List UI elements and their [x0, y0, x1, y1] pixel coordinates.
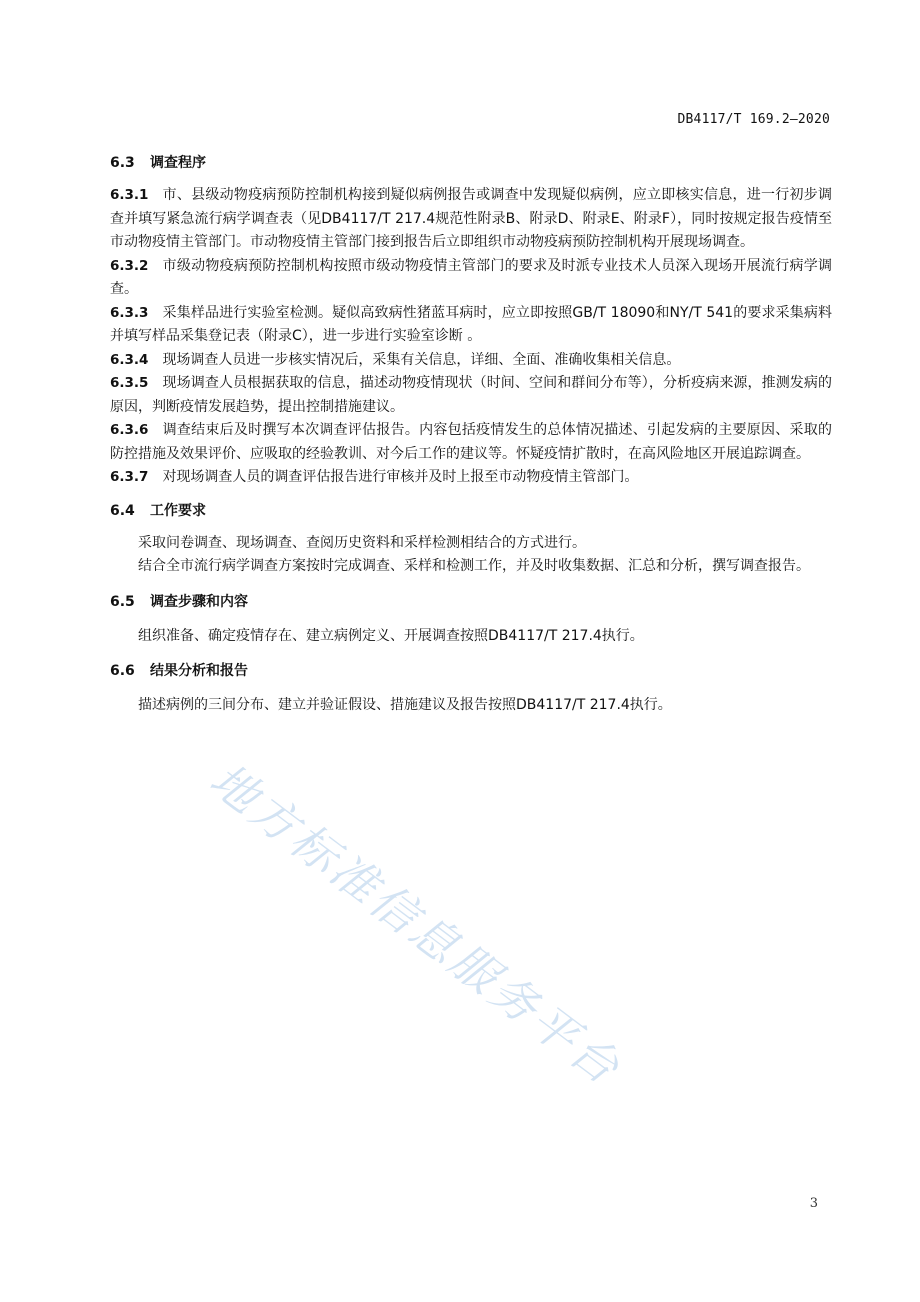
clause-number: 6.3.2	[110, 257, 149, 274]
clause-number: 6.3.4	[110, 351, 149, 368]
section-title: 调查步骤和内容	[150, 593, 248, 610]
clause-number: 6.3.6	[110, 422, 149, 438]
clause-text: 现场调查人员根据获取的信息，描述动物疫情现状（时间、空间和群间分布等），分析疫病来源，推测发病的原因，判断疫情发展趋势，提出控制措施建议。	[110, 375, 832, 415]
section-number: 6.5	[110, 593, 135, 610]
standard-code: DB4117/T 169.2—2020	[677, 112, 830, 127]
clause-text: 采集样品进行实验室检测。疑似高致病性猪蓝耳病时，应立即按照GB/T 18090和NY/T 541的要求采集病料并填写样品采集登记表（附录C），进一步进行实验室诊断 。	[110, 304, 832, 344]
clause-text: 对现场调查人员的调查评估报告进行审核并及时上报至市动物疫情主管部门。	[162, 469, 639, 485]
clause-6-3-5	[110, 372, 832, 419]
clause-6-3-4	[110, 349, 832, 373]
document-body	[110, 148, 832, 718]
clause-number: 6.3.3	[110, 304, 149, 321]
clause-number: 6.3.7	[110, 469, 149, 485]
watermark-text: 地方标准信息服务平台	[200, 752, 632, 1097]
section-title: 结果分析和报告	[150, 663, 248, 679]
clause-6-3-1	[110, 184, 832, 255]
clause-text: 市级动物疫病预防控制机构按照市级动物疫情主管部门的要求及时派专业技术人员深入现场开展流行病学调查。	[110, 257, 832, 297]
section-heading-6-3	[110, 152, 832, 174]
clause-6-3-6	[110, 419, 832, 466]
clause-6-3-2	[110, 255, 832, 302]
clause-number: 6.3.5	[110, 375, 149, 391]
clause-6-3-7	[110, 466, 832, 490]
section-heading-6-4	[110, 500, 832, 522]
section-number: 6.3	[110, 155, 135, 171]
clause-text: 调查结束后及时撰写本次调查评估报告。内容包括疫情发生的总体情况描述、引起发病的主要原因、采取的防控措施及效果评价、应吸取的经验教训、对今后工作的建议等。怀疑疫情扩散时，在高风险地区开展追踪调查。	[110, 422, 832, 462]
section-title: 工作要求	[150, 502, 206, 519]
paragraph: 组织准备、确定疫情存在、建立病例定义、开展调查按照DB4117/T 217.4执行。	[138, 627, 644, 644]
paragraph: 采取问卷调查、现场调查、查阅历史资料和采样检测相结合的方式进行。	[138, 534, 586, 551]
section-heading-6-6	[110, 660, 832, 682]
section-title: 调查程序	[150, 155, 206, 171]
clause-number: 6.3.1	[110, 187, 149, 203]
section-number: 6.6	[110, 663, 135, 679]
paragraph: 结合全市流行病学调查方案按时完成调查、采样和检测工作，并及时收集数据、汇总和分析，撰写调查报告。	[138, 558, 810, 574]
clause-text: 市、县级动物疫病预防控制机构接到疑似病例报告或调查中发现疑似病例，应立即核实信息，进一行初步调查并填写紧急流行病学调查表（见DB4117/T 217.4规范性附录B、附录D、附录E、附录F），同时按规定报告疫情至市动物疫情主管部门。市动物疫情主管部门接到报告后立即组织市动物疫病预防控制机构开展现场调查。	[110, 187, 832, 250]
clause-6-3-3	[110, 302, 832, 349]
clause-text: 现场调查人员进一步核实情况后，采集有关信息，详细、全面、准确收集相关信息。	[162, 351, 681, 368]
section-heading-6-5	[110, 591, 832, 613]
section-number: 6.4	[110, 502, 135, 519]
page-number: 3	[809, 1196, 818, 1211]
paragraph: 描述病例的三间分布、建立并验证假设、措施建议及报告按照DB4117/T 217.4执行。	[138, 697, 672, 713]
